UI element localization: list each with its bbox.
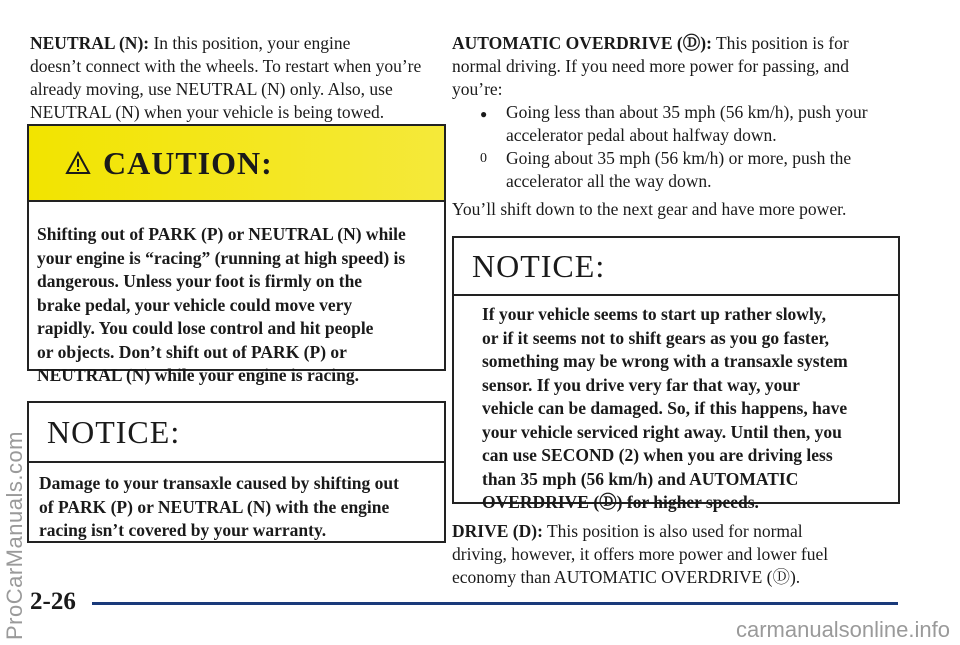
notice-line: of PARK (P) or NEUTRAL (N) with the engine xyxy=(39,496,390,517)
caution-title: CAUTION: xyxy=(103,144,273,181)
neutral-line: doesn’t connect with the wheels. To restart when you’re xyxy=(30,56,422,76)
bullet-line: Going less than about 35 mph (56 km/h), push your xyxy=(506,102,868,122)
caution-line: your engine is “racing” (running at high speed) is xyxy=(37,247,406,268)
warning-triangle-icon xyxy=(65,151,91,175)
drive-line: This position is also used for normal xyxy=(542,521,803,541)
neutral-label: NEUTRAL (N): xyxy=(30,33,150,53)
overdrive-line: normal driving. If you need more power for passing, and xyxy=(452,56,850,76)
drive-paragraph xyxy=(452,520,922,589)
notice-line: or if it seems not to shift gears as you go faster, xyxy=(482,327,830,348)
drive-line: driving, however, it offers more power and lower fuel xyxy=(452,544,829,564)
notice-line: vehicle can be damaged. So, if this happens, have xyxy=(482,398,848,418)
neutral-line: already moving, use NEUTRAL (N) only. Also, use xyxy=(30,79,393,99)
caution-box xyxy=(27,124,446,385)
page-number: 2-26 xyxy=(30,588,76,615)
neutral-line: NEUTRAL (N) when your vehicle is being towed. xyxy=(30,102,385,122)
caution-line: NEUTRAL (N) while your engine is racing. xyxy=(37,365,359,385)
notice-line: your vehicle serviced right away. Until then, you xyxy=(482,421,842,442)
site-watermark: carmanualsonline.info xyxy=(735,617,950,642)
notice-line: something may be wrong with a transaxle system xyxy=(482,351,848,371)
neutral-line: In this position, your engine xyxy=(149,33,351,53)
overdrive-line: This position is for xyxy=(711,33,849,53)
notice-line: racing isn’t covered by your warranty. xyxy=(39,520,327,540)
caution-line: rapidly. You could lose control and hit people xyxy=(37,318,374,338)
notice-line: OVERDRIVE (Ⓓ) for higher speeds. xyxy=(482,492,759,512)
notice-body xyxy=(29,463,444,543)
bullet-line: accelerator pedal about halfway down. xyxy=(506,125,777,145)
caution-body xyxy=(29,202,444,388)
notice-box-left xyxy=(27,401,446,543)
drive-label: DRIVE (D): xyxy=(452,521,543,541)
bullet-item xyxy=(480,147,920,193)
notice-body xyxy=(454,296,898,515)
footer-rule xyxy=(92,602,898,605)
caution-line: or objects. Don’t shift out of PARK (P) or xyxy=(37,341,347,362)
drive-line: economy than AUTOMATIC OVERDRIVE (Ⓓ). xyxy=(452,567,801,587)
notice-line: If your vehicle seems to start up rather slowly, xyxy=(482,304,826,324)
notice-line: than 35 mph (56 km/h) and AUTOMATIC xyxy=(482,468,799,489)
side-watermark: ProCarManuals.com xyxy=(2,430,27,640)
overdrive-paragraph xyxy=(452,32,922,101)
neutral-paragraph xyxy=(30,32,450,124)
bullet-line: accelerator all the way down. xyxy=(506,171,712,191)
caution-header xyxy=(29,126,444,202)
notice-box-right xyxy=(452,236,900,512)
bullet-line: Going about 35 mph (56 km/h) or more, push the xyxy=(506,148,852,168)
notice-title: NOTICE: xyxy=(47,413,181,450)
notice-line: Damage to your transaxle caused by shifting out xyxy=(39,473,399,493)
notice-line: sensor. If you drive very far that way, your xyxy=(482,374,800,395)
bullet-icon: ● xyxy=(480,107,488,121)
notice-header xyxy=(29,403,444,463)
notice-header xyxy=(454,238,898,296)
caution-line: Shifting out of PARK (P) or NEUTRAL (N) while xyxy=(37,224,406,244)
overdrive-label: AUTOMATIC OVERDRIVE (Ⓓ): xyxy=(452,33,712,53)
caution-line: brake pedal, your vehicle could move very xyxy=(37,294,353,315)
bullet-icon: 0 xyxy=(480,151,487,166)
overdrive-line: you’re: xyxy=(452,79,503,99)
bullet-item xyxy=(480,101,920,147)
notice-title: NOTICE: xyxy=(472,247,606,284)
shift-down-text: You’ll shift down to the next gear and have more power. xyxy=(452,199,847,219)
caution-line: dangerous. Unless your foot is firmly on the xyxy=(37,271,363,291)
notice-line: can use SECOND (2) when you are driving less xyxy=(482,445,833,465)
